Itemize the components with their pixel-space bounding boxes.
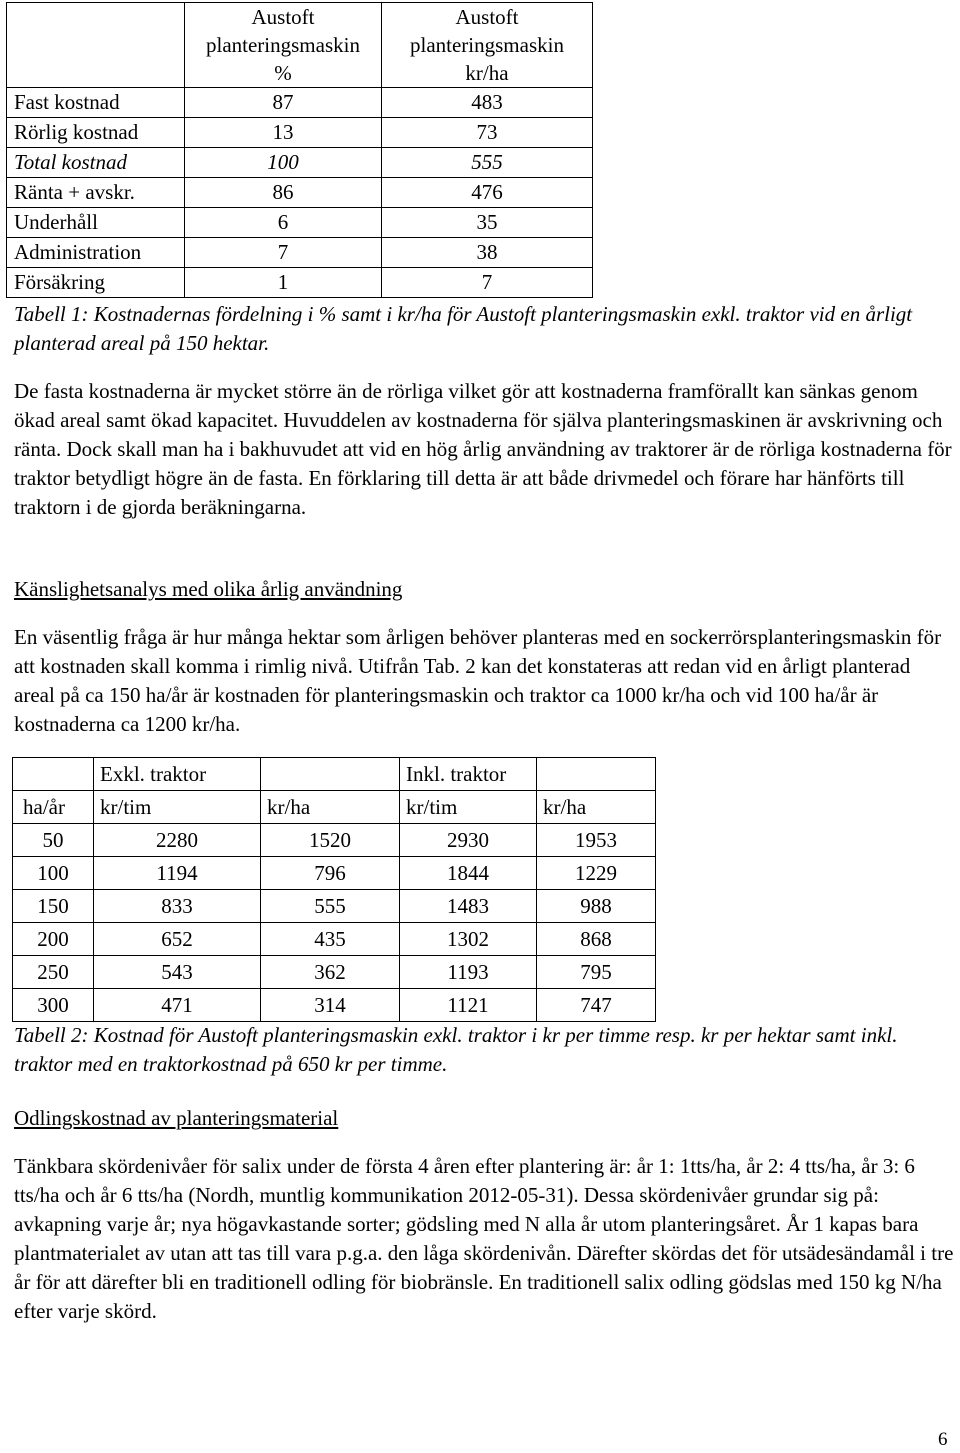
table2-group-header-row-cell: [537, 758, 656, 791]
table1-cell-pct: 1: [185, 268, 382, 298]
table2-group-header-row-cell: [261, 758, 400, 791]
table2-row-cell: 362: [261, 956, 400, 989]
table2-row-cell: 652: [94, 923, 261, 956]
table2-row-cell: 300: [13, 989, 94, 1022]
table1-row: [7, 208, 593, 238]
table1-cell-krha: 483: [382, 88, 593, 118]
table1-cell-label: Fast kostnad: [7, 88, 185, 118]
table2-caption: Tabell 2: Kostnad för Austoft planteringsmaskin exkl. traktor i kr per timme resp. kr per hektar samt inkl. traktor med en traktorkostnad på 650 kr per timme.: [14, 1023, 898, 1076]
table1-header-line: %: [274, 61, 292, 85]
table2-group-header-row-cell: Inkl. traktor: [400, 758, 537, 791]
table2-row-cell: 1302: [400, 923, 537, 956]
table2-column-header-row-cell: kr/tim: [400, 791, 537, 824]
cost-per-area-table: [12, 757, 656, 1022]
table1-cell-label: Underhåll: [7, 208, 185, 238]
table1-header-line: Austoft: [455, 5, 519, 29]
table2-row: [13, 890, 656, 923]
table2-row-cell: 100: [13, 857, 94, 890]
table2-row-cell: 747: [537, 989, 656, 1022]
table1-cell-pct: 6: [185, 208, 382, 238]
table1-header-cell: [185, 3, 382, 88]
table2-row-cell: 1194: [94, 857, 261, 890]
table2-row-cell: 50: [13, 824, 94, 857]
table1-cell-pct: 87: [185, 88, 382, 118]
table1-cell-krha: 555: [382, 148, 593, 178]
table1-row: [7, 178, 593, 208]
table2-row-cell: 795: [537, 956, 656, 989]
table2-row: [13, 923, 656, 956]
table2-row-cell: 543: [94, 956, 261, 989]
table2-column-header-row-cell: kr/ha: [537, 791, 656, 824]
table1-header-row: [7, 3, 593, 88]
table2-row-cell: 2930: [400, 824, 537, 857]
section-heading-sensitivity: Känslighetsanalys med olika årlig användning: [14, 577, 403, 601]
table1-header-cell: [382, 3, 593, 88]
table1-cell-krha: 38: [382, 238, 593, 268]
table1-cell-label: Rörlig kostnad: [7, 118, 185, 148]
table1-row: [7, 118, 593, 148]
table2-column-header-row-cell: kr/tim: [94, 791, 261, 824]
table2-group-header-row: [13, 758, 656, 791]
paragraph-harvest-levels: Tänkbara skördenivåer för salix under de första 4 åren efter plantering är: år 1: 1tts/ha, år 2: 4 tts/ha, år 3: 6 tts/ha och år 6 tts/ha (Nordh, muntlig kommunikation 2012-05-31). Dessa skördenivåer grundar sig på: avkapning varje år; nya högavkastande sorter; gödsling med N alla år utom planteringsåret. År 1 kapas bara plantmaterialet av utan att tas till vara p.g.a. den låga skördenivån. Därefter skördas det för utsädesändamål i tre år för att därefter bli en traditionell odling för biobränsle. En traditionell salix odling gödslas med 150 kg N/ha efter varje skörd.: [14, 1154, 954, 1323]
table1-header-line: planteringsmaskin: [410, 33, 564, 57]
table2-row: [13, 857, 656, 890]
table2-column-header-row: [13, 791, 656, 824]
table1-cell-label: Administration: [7, 238, 185, 268]
table2-row-cell: 250: [13, 956, 94, 989]
table2-row-cell: 988: [537, 890, 656, 923]
table2-row: [13, 956, 656, 989]
table2-row-cell: 200: [13, 923, 94, 956]
table2-column-header-row-cell: kr/ha: [261, 791, 400, 824]
table2-column-header-row-cell: ha/år: [13, 791, 94, 824]
table2-row: [13, 824, 656, 857]
table1-cell-pct: 86: [185, 178, 382, 208]
table1-row: [7, 88, 593, 118]
table2-row-cell: 1483: [400, 890, 537, 923]
table2-row-cell: 833: [94, 890, 261, 923]
table2-row-cell: 2280: [94, 824, 261, 857]
table2-row-cell: 1121: [400, 989, 537, 1022]
table2-row-cell: 1520: [261, 824, 400, 857]
table2-row-cell: 1229: [537, 857, 656, 890]
table1-row: [7, 268, 593, 298]
table1-cell-label: Försäkring: [7, 268, 185, 298]
table1-header-cell: [7, 3, 185, 88]
table1-cell-pct: 100: [185, 148, 382, 178]
table2-row: [13, 989, 656, 1022]
table1-header-line: kr/ha: [465, 61, 509, 85]
table2-group-header-row-cell: [13, 758, 94, 791]
table2-row-cell: 150: [13, 890, 94, 923]
table2-row-cell: 555: [261, 890, 400, 923]
section-heading-cultivation-cost: Odlingskostnad av planteringsmaterial: [14, 1106, 339, 1130]
table2-group-header-row-cell: Exkl. traktor: [94, 758, 261, 791]
table1-cell-krha: 35: [382, 208, 593, 238]
table2-row-cell: 435: [261, 923, 400, 956]
table1-cell-label: Total kostnad: [7, 148, 185, 178]
table2-row-cell: 868: [537, 923, 656, 956]
table2-row-cell: 1193: [400, 956, 537, 989]
table1-row: [7, 238, 593, 268]
table1-header-line: planteringsmaskin: [206, 33, 360, 57]
table2-row-cell: 314: [261, 989, 400, 1022]
table1-caption: Tabell 1: Kostnadernas fördelning i % samt i kr/ha för Austoft planteringsmaskin exkl. traktor vid en årligt planterad areal på 150 hektar.: [14, 302, 913, 355]
table1-cell-pct: 7: [185, 238, 382, 268]
table2-row-cell: 471: [94, 989, 261, 1022]
paragraph-fixed-costs: De fasta kostnaderna är mycket större än de rörliga vilket gör att kostnaderna framförallt kan sänkas genom ökad areal samt ökad kapacitet. Huvuddelen av kostnaderna för själva planteringsmaskinen är avskrivning och ränta. Dock skall man ha i bakhuvudet att vid en hög årlig användning av traktorer är de rörliga kostnaderna för traktor betydligt högre än de fasta. En förklaring till detta är att både drivmedel och förare har hänförts till traktorn i de gjorda beräkningarna.: [14, 379, 952, 519]
table1-cell-label: Ränta + avskr.: [7, 178, 185, 208]
table1-header-line: Austoft: [251, 5, 315, 29]
table1-cell-krha: 73: [382, 118, 593, 148]
table2-row-cell: 796: [261, 857, 400, 890]
cost-distribution-table: [6, 2, 593, 298]
paragraph-sensitivity: En väsentlig fråga är hur många hektar som årligen behöver planteras med en sockerrörsplanteringsmaskin för att kostnaden skall komma i rimlig nivå. Utifrån Tab. 2 kan det konstateras att redan vid en årligt planterad areal på ca 150 ha/år är kostnaden för planteringsmaskin och traktor ca 1000 kr/ha och vid 100 ha/år är kostnaderna ca 1200 kr/ha.: [14, 625, 942, 736]
table2-row-cell: 1844: [400, 857, 537, 890]
table2-row-cell: 1953: [537, 824, 656, 857]
table1-cell-krha: 7: [382, 268, 593, 298]
table1-cell-pct: 13: [185, 118, 382, 148]
page-number: 6: [938, 1429, 948, 1450]
table1-row: [7, 148, 593, 178]
table1-cell-krha: 476: [382, 178, 593, 208]
